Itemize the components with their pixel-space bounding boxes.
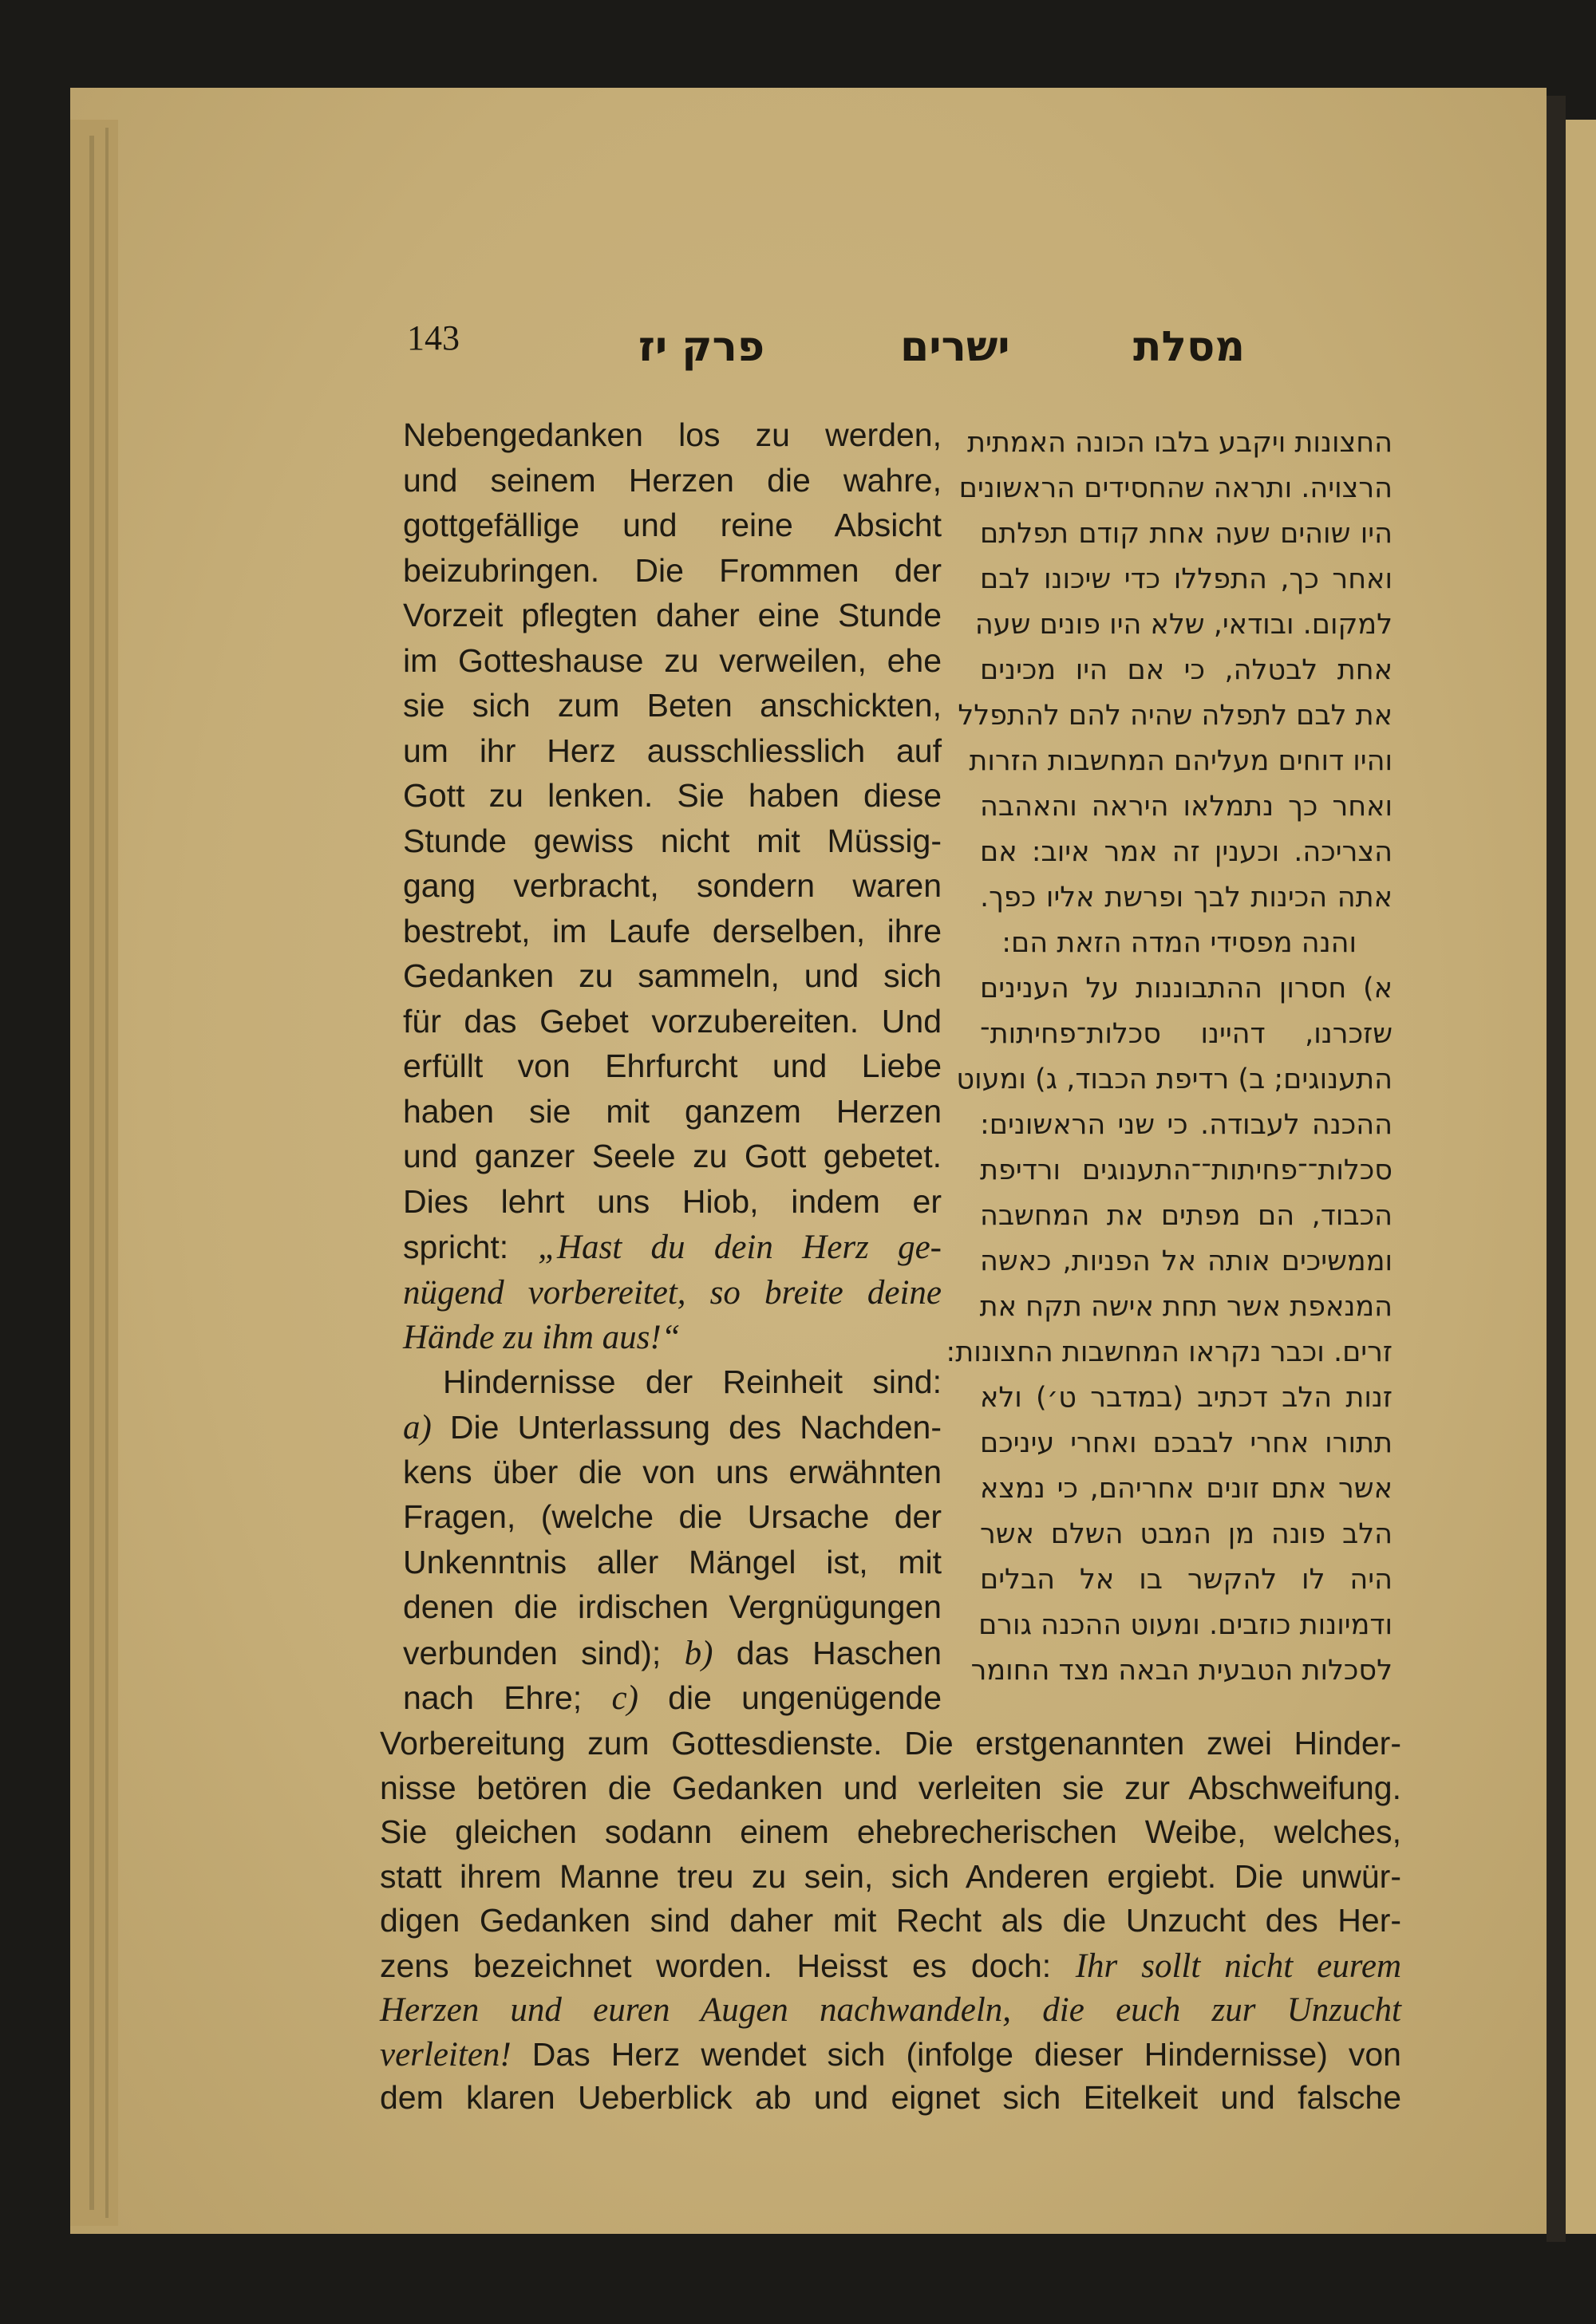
hebrew-text-line: הכבוד, הם מפתים את המחשבה <box>980 1200 1393 1232</box>
text-segment: für das Gebet vorzubereiten. Und <box>403 1002 942 1040</box>
text-segment: Stunde gewiss nicht mit Müssig- <box>403 822 942 859</box>
hebrew-text-line: ואחר כך, התפללו כדי שיכונו לבם <box>980 563 1393 595</box>
italic-text: verleiten! <box>380 2035 512 2073</box>
german-text-line <box>403 867 942 905</box>
italic-text: Ihr sollt nicht eurem <box>1075 1947 1402 1985</box>
italic-text: „Hast du dein Herz ge- <box>538 1229 942 1266</box>
hebrew-text-line: אחת לבטלה, כי אם היו מכינים <box>980 654 1393 686</box>
german-text-line <box>403 1003 942 1040</box>
text-segment: haben sie mit ganzem Herzen <box>403 1092 942 1130</box>
book-gutter <box>1547 96 1566 2242</box>
hebrew-text-line: ההכנה לעבודה. כי שני הראשונים: <box>980 1109 1393 1141</box>
text-segment: sie sich zum Beten anschickten, <box>403 687 942 724</box>
text-segment: beizubringen. Die Frommen der <box>403 551 942 589</box>
german-text-line <box>403 416 942 454</box>
hebrew-text-line: למקום. ובודאי, שלא היו פונים שעה <box>974 609 1393 641</box>
text-segment: das Haschen <box>713 1634 942 1671</box>
german-text-line <box>380 1858 1401 1896</box>
hebrew-text-line: אשר אתם זונים אחריהם, כי נמצא <box>980 1473 1393 1505</box>
german-text-line <box>403 1093 942 1130</box>
german-text-line <box>403 823 942 860</box>
text-segment: dem klaren Ueberblick ab und eignet sich Eitelkeit und falsche <box>380 2079 1401 2116</box>
page-edge-line <box>89 136 94 2210</box>
text-segment: gang verbracht, sondern waren <box>403 867 942 904</box>
text-segment: Vorbereitung zum Gottesdienste. Die erstgenannten zwei Hinder- <box>380 1725 1401 1762</box>
page-number: 143 <box>407 318 460 357</box>
text-segment: digen Gedanken sind daher mit Recht als die Unzucht des Her- <box>380 1902 1401 1939</box>
hebrew-text-line: את לבם לתפלה שהיה להם להתפלל <box>958 700 1393 732</box>
hebrew-text-line: והיו דוחים מעליהם המחשבות הזרות <box>969 745 1393 777</box>
facing-page-edge <box>1566 120 1596 2234</box>
text-segment: die ungenügende <box>638 1679 942 1716</box>
hebrew-text-line: התענוגים; ב) רדיפת הכבוד, ג) ומעוט <box>956 1063 1393 1095</box>
german-text-line <box>403 1138 942 1175</box>
text-segment: kens über die von uns erwähnten <box>403 1453 942 1490</box>
hebrew-text-line: תתורו אחרי לבבכם ואחרי עיניכם <box>980 1427 1393 1459</box>
italic-text: Herzen und euren Augen nachwandeln, die euch zur Unzucht <box>380 1991 1401 2029</box>
hebrew-text-line: היה לו להקשר בו אל הבלים <box>980 1564 1393 1596</box>
hebrew-text-line: הצריכה. וכענין זה אמר איוב: אם <box>980 836 1393 868</box>
german-text-line <box>403 552 942 590</box>
text-segment: Hindernisse der Reinheit sind: <box>443 1363 942 1400</box>
hebrew-text-line: ואחר כך נתמלאו היראה והאהבה <box>980 791 1393 823</box>
german-text-line <box>403 1273 942 1312</box>
hebrew-text-line: החצונות ויקבע בלבו הכונה האמתית <box>967 427 1393 459</box>
german-text-line <box>403 642 942 680</box>
text-segment: zens bezeichnet worden. Heisst es doch: <box>380 1947 1076 1984</box>
text-segment: Dies lehrt uns Hiob, indem er <box>403 1182 942 1220</box>
text-segment: Das Herz wendet sich (infolge dieser Hindernisse) von <box>511 2035 1401 2073</box>
running-title-chapter: פרק יז <box>638 323 765 371</box>
text-segment: im Gotteshause zu verweilen, ehe <box>403 641 942 679</box>
hebrew-text-line: הרצויה. ותראה שהחסידים הראשונים <box>958 472 1393 504</box>
text-segment: spricht: <box>403 1229 539 1265</box>
german-text-line <box>380 2079 1401 2117</box>
german-text-line <box>403 1498 942 1536</box>
german-text-line <box>403 777 942 815</box>
german-text-line <box>403 732 942 770</box>
text-segment: gottgefällige und reine Absicht <box>403 507 942 543</box>
text-segment: verbunden sind); <box>403 1634 685 1671</box>
german-text-line <box>443 1363 942 1401</box>
text-segment: Sie gleichen sodann einem ehebrecherischen Weibe, welches, <box>380 1813 1401 1850</box>
hebrew-text-line: הלב פונה מן המבט השלם אשר <box>980 1518 1393 1550</box>
text-segment: Gott zu lenken. Sie haben diese <box>403 777 942 814</box>
german-text-line <box>403 687 942 724</box>
german-text-line <box>403 913 942 950</box>
text-segment: statt ihrem Manne treu zu sein, sich Anderen ergiebt. Die unwür- <box>380 1857 1401 1895</box>
italic-text: Hände zu ihm aus!“ <box>403 1319 681 1356</box>
text-segment: Nebengedanken los zu werden, <box>403 416 942 453</box>
hebrew-text-line: שזכרנו, דהיינו סכלות־פחיתות־ <box>980 1018 1393 1050</box>
german-text-line <box>403 1544 942 1581</box>
hebrew-text-line: והנה מפסידי המדה הזאת הם: <box>1001 927 1357 959</box>
text-segment: Fragen, (welche die Ursache der <box>403 1498 942 1535</box>
german-text-line <box>403 957 942 995</box>
german-text-line <box>403 1454 942 1491</box>
text-segment: und seinem Herzen die wahre, <box>403 461 942 499</box>
german-text-line <box>380 2035 1401 2074</box>
german-text-line <box>380 1991 1401 2030</box>
hebrew-text-line: זנות הלב דכתיב (במדבר ט׳) ולא <box>980 1382 1393 1414</box>
german-text-line <box>403 1679 942 1718</box>
german-text-line <box>403 1588 942 1626</box>
hebrew-text-line: המנאפת אשר תחת אישה תקח את <box>979 1291 1393 1323</box>
hebrew-text-line: היו שוהים שעה אחת קודם תפלתם <box>980 518 1393 550</box>
text-segment: und ganzer Seele zu Gott gebetet. <box>403 1138 942 1174</box>
text-segment: denen die irdischen Vergnügungen <box>403 1588 942 1625</box>
german-text-line <box>380 1947 1401 1986</box>
hebrew-text-line: סכלות־־פחיתות־־התענוגים ורדיפת <box>980 1154 1393 1186</box>
german-text-line <box>380 1725 1401 1762</box>
german-text-line <box>403 507 942 544</box>
italic-text: b) <box>684 1634 713 1672</box>
italic-text: nügend vorbereitet, so breite deine <box>403 1273 942 1312</box>
text-segment: nisse betören die Gedanken und verleiten sie zur Abschweifung. <box>380 1769 1401 1806</box>
italic-text: a) <box>403 1409 432 1446</box>
german-text-line <box>403 1228 942 1267</box>
hebrew-text-line: לסכלות הטבעית הבאה מצד החומר <box>970 1655 1393 1687</box>
hebrew-text-line: זרים. וכבר נקראו המחשבות החצונות: <box>946 1336 1393 1368</box>
text-segment: Die Unterlassung des Nachden- <box>431 1409 942 1446</box>
text-segment: Gedanken zu sammeln, und sich <box>403 957 942 994</box>
running-title-word-2: ישרים <box>900 323 1010 371</box>
german-text-line <box>403 1318 942 1357</box>
german-text-line <box>403 1048 942 1085</box>
hebrew-text-line: ודמיונות כוזבים. ומעוט ההכנה גורם <box>978 1609 1393 1641</box>
text-segment: Vorzeit pflegten daher eine Stunde <box>403 597 942 633</box>
german-text-line <box>403 462 942 499</box>
text-segment: um ihr Herz ausschliesslich auf <box>403 732 942 769</box>
hebrew-text-line: אתה הכינות לבך ופרשת אליו כפך. <box>980 882 1393 913</box>
text-segment: Unkenntnis aller Mängel ist, mit <box>403 1543 942 1580</box>
german-text-line <box>380 1813 1401 1851</box>
page-edge-line <box>105 128 109 2218</box>
german-text-line <box>403 1634 942 1673</box>
hebrew-text-line: א) חסרון ההתבוננות על הענינים <box>980 973 1393 1004</box>
hebrew-text-line: וממשיכים אותה אל הפניות, כאשה <box>980 1245 1393 1277</box>
german-text-line <box>380 1902 1401 1939</box>
page-edge-stack <box>70 120 118 2226</box>
text-segment: nach Ehre; <box>403 1679 612 1716</box>
text-segment: erfüllt von Ehrfurcht und Liebe <box>403 1048 942 1084</box>
german-text-line <box>403 597 942 634</box>
running-title-word-1: מסלת <box>1133 323 1245 371</box>
italic-text: c) <box>611 1679 638 1717</box>
german-text-line <box>403 1183 942 1221</box>
german-text-line <box>403 1408 942 1447</box>
german-text-line <box>380 1770 1401 1807</box>
text-segment: bestrebt, im Laufe derselben, ihre <box>403 912 942 949</box>
